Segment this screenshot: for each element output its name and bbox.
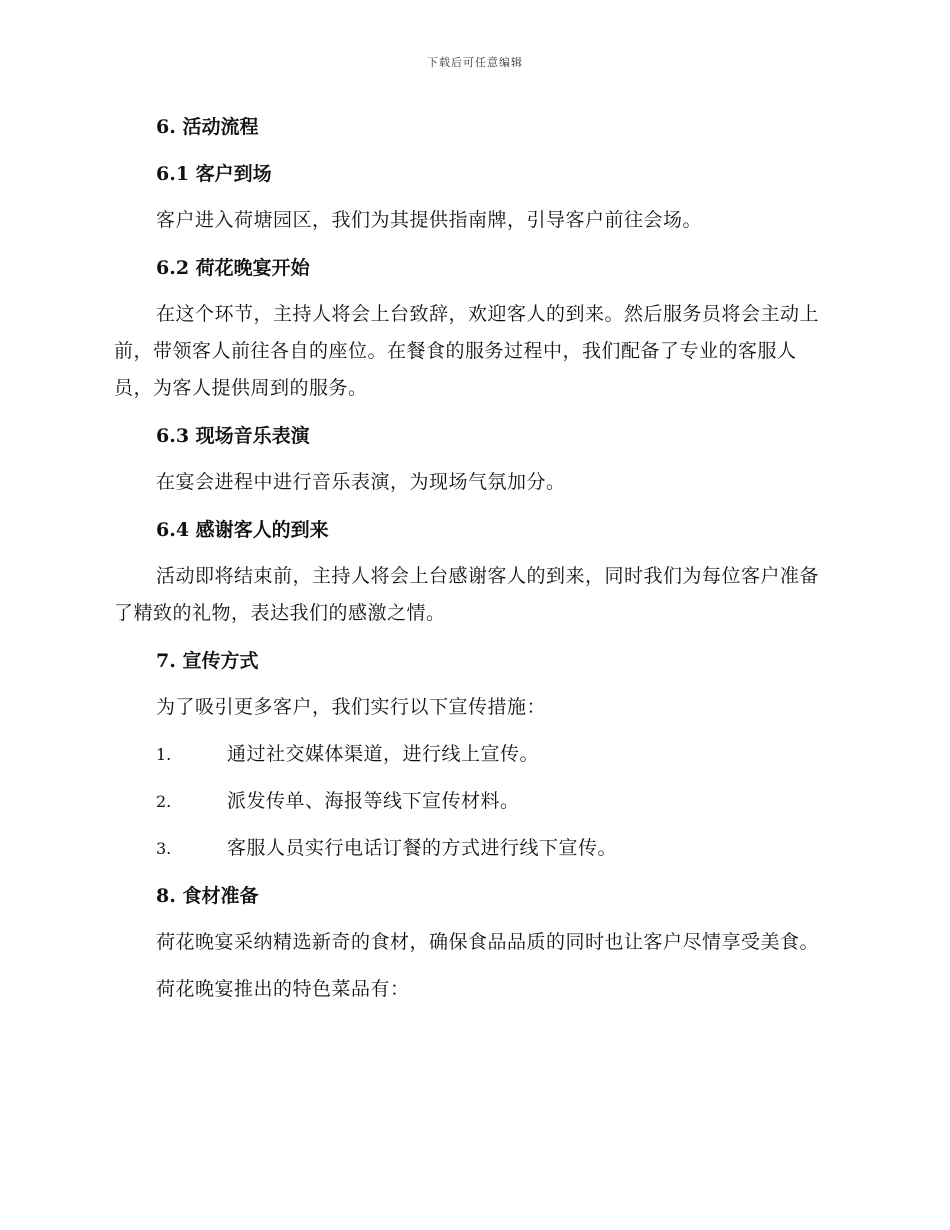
- list-item-number: 2.: [156, 792, 172, 811]
- list-item-number: 1.: [156, 745, 172, 764]
- section-heading-8: 8. 食材准备: [156, 885, 259, 907]
- list-item: [114, 830, 834, 877]
- list-item-number: 3.: [156, 839, 172, 858]
- paragraph-8-1: 荷花晚宴采纳精选新奇的食材，确保食品品质的同时也让客户尽情享受美食。: [156, 931, 820, 953]
- document-body: [114, 108, 834, 1018]
- section-heading-6-2: 6.2 荷花晚宴开始: [156, 257, 310, 279]
- page-header: 下载后可任意编辑: [427, 56, 523, 69]
- section-heading-6-1: 6.1 客户到场: [156, 163, 272, 185]
- list-item-text: 派发传单、海报等线下宣传材料。: [227, 790, 520, 812]
- paragraph-8-2: 荷花晚宴推出的特色菜品有：: [156, 978, 410, 1000]
- list-item: [114, 736, 834, 783]
- paragraph-6-2: 在这个环节，主持人将会上台致辞，欢迎客人的到来。然后服务员将会主动上前，带领客人前往各自的座位。在餐食的服务过程中，我们配备了专业的客服人员，为客人提供周到的服务。: [114, 303, 820, 399]
- list-item-text: 通过社交媒体渠道，进行线上宣传。: [227, 743, 540, 765]
- list-item: [114, 783, 834, 830]
- paragraph-7-intro: 为了吸引更多客户，我们实行以下宣传措施：: [156, 696, 547, 718]
- section-heading-6-3: 6.3 现场音乐表演: [156, 425, 310, 447]
- paragraph-6-4: 活动即将结束前，主持人将会上台感谢客人的到来，同时我们为每位客户准备了精致的礼物，表达我们的感激之情。: [114, 565, 820, 624]
- section-heading-6-4: 6.4 感谢客人的到来: [156, 519, 329, 541]
- paragraph-6-3: 在宴会进程中进行音乐表演，为现场气氛加分。: [156, 471, 566, 493]
- section-heading-6: 6. 活动流程: [156, 116, 259, 138]
- paragraph-6-1: 客户进入荷塘园区，我们为其提供指南牌，引导客户前往会场。: [156, 209, 703, 231]
- list-item-text: 客服人员实行电话订餐的方式进行线下宣传。: [227, 837, 618, 859]
- section-heading-7: 7. 宣传方式: [156, 650, 259, 672]
